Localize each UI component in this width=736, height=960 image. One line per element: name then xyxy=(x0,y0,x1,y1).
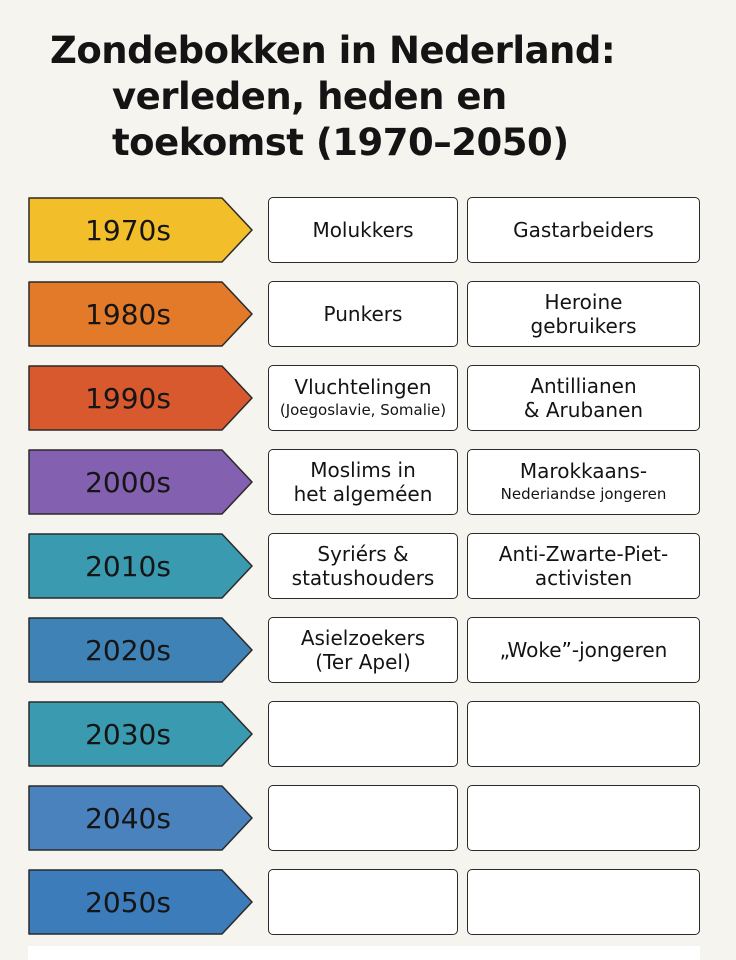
decade-label: 2020s xyxy=(85,633,171,667)
scapegoat-cell-1 xyxy=(268,365,458,431)
decade-arrow xyxy=(28,869,254,935)
scapegoat-text: Molukkers xyxy=(312,218,414,242)
decade-arrow xyxy=(28,533,254,599)
scapegoat-text: Anti-Zwarte-Piet- xyxy=(498,542,669,566)
scapegoat-cell-2 xyxy=(467,701,700,767)
scapegoat-cell-1 xyxy=(268,617,458,683)
scapegoat-text: Syriérs & xyxy=(317,542,409,566)
timeline-row xyxy=(28,281,700,347)
scapegoat-text: Gastarbeiders xyxy=(513,218,654,242)
scapegoat-cell-2 xyxy=(467,617,700,683)
scapegoat-text: & Arubanen xyxy=(523,398,644,422)
decade-label: 2000s xyxy=(85,465,171,499)
timeline-row xyxy=(28,449,700,515)
decade-label: 2030s xyxy=(85,717,171,751)
scapegoat-cell-2 xyxy=(467,533,700,599)
scapegoat-cell-1 xyxy=(268,281,458,347)
scapegoat-cell-1 xyxy=(268,197,458,263)
scapegoat-text: Vluchtelingen xyxy=(294,375,432,399)
scapegoat-cell-1 xyxy=(268,785,458,851)
scapegoat-text: Nederiandse jongeren xyxy=(500,485,667,503)
scapegoat-cell-1 xyxy=(268,701,458,767)
timeline-row xyxy=(28,617,700,683)
timeline-row xyxy=(28,197,700,263)
scapegoat-cell-2 xyxy=(467,785,700,851)
decade-arrow xyxy=(28,197,254,263)
title-line-2: verleden, heden en xyxy=(112,75,507,118)
timeline-row xyxy=(28,869,700,935)
timeline-row xyxy=(28,365,700,431)
scapegoat-text: (Joegoslavie, Somalie) xyxy=(279,401,447,419)
title-line-3: toekomst (1970–2050) xyxy=(112,121,569,164)
scapegoat-text: Marokkaans- xyxy=(519,459,648,483)
decade-label: 1970s xyxy=(85,213,171,247)
scapegoat-cell-2 xyxy=(467,869,700,935)
scapegoat-text: (Ter Apel) xyxy=(315,650,411,674)
decade-arrow xyxy=(28,701,254,767)
scapegoat-cell-1 xyxy=(268,449,458,515)
scapegoat-text: statushouders xyxy=(291,566,435,590)
scapegoat-text: activisten xyxy=(534,566,633,590)
decade-arrow xyxy=(28,365,254,431)
decade-arrow xyxy=(28,281,254,347)
decade-arrow xyxy=(28,449,254,515)
decade-label: 2040s xyxy=(85,801,171,835)
footer-strip xyxy=(28,946,700,960)
decade-label: 1990s xyxy=(85,381,171,415)
page-title xyxy=(50,28,615,166)
scapegoat-cell-2 xyxy=(467,365,700,431)
decade-label: 1980s xyxy=(85,297,171,331)
scapegoat-text: gebruikers xyxy=(530,314,637,338)
scapegoat-cell-2 xyxy=(467,197,700,263)
timeline-row xyxy=(28,701,700,767)
scapegoat-text: het algeméen xyxy=(293,482,433,506)
scapegoat-text: „Woke”-jongeren xyxy=(499,638,668,662)
timeline-row xyxy=(28,533,700,599)
decade-label: 2050s xyxy=(85,885,171,919)
scapegoat-cell-1 xyxy=(268,869,458,935)
scapegoat-cell-2 xyxy=(467,449,700,515)
timeline-row xyxy=(28,785,700,851)
title-line-1: Zondebokken in Nederland: xyxy=(50,29,616,72)
scapegoat-cell-2 xyxy=(467,281,700,347)
scapegoat-text: Heroine xyxy=(544,290,623,314)
scapegoat-text: Moslims in xyxy=(310,458,416,482)
scapegoat-text: Asielzoekers xyxy=(300,626,426,650)
decade-arrow xyxy=(28,785,254,851)
scapegoat-text: Punkers xyxy=(323,302,403,326)
decade-label: 2010s xyxy=(85,549,171,583)
scapegoat-cell-1 xyxy=(268,533,458,599)
decade-arrow xyxy=(28,617,254,683)
scapegoat-text: Antillianen xyxy=(530,374,637,398)
